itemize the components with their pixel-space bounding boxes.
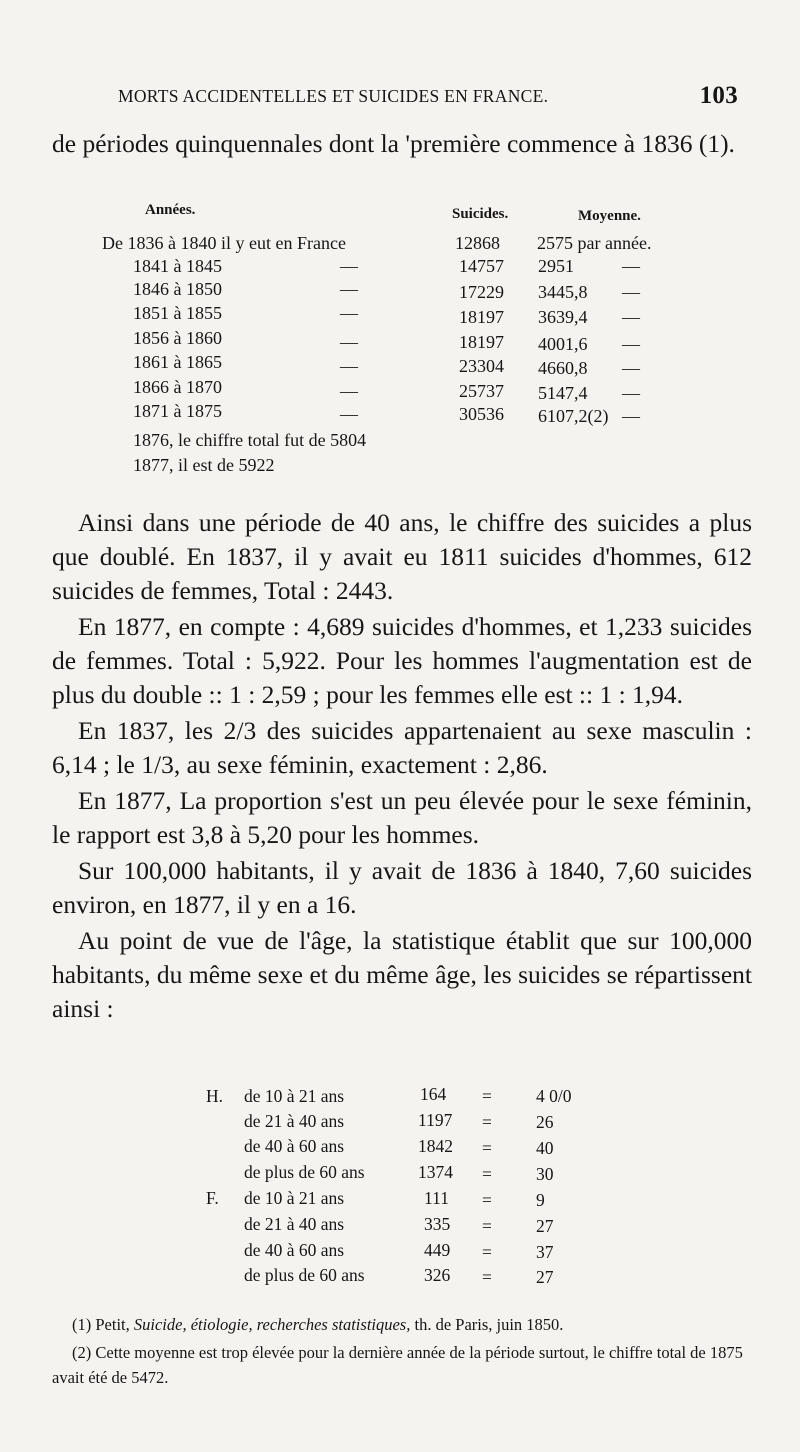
table-row-ditto: — xyxy=(340,256,358,276)
footnote-1-rest: th. de Paris, juin 1850. xyxy=(414,1315,564,1334)
table-row-period: De 1836 à 1840 il y eut en France xyxy=(102,233,346,253)
age-count: 1374 xyxy=(418,1162,453,1182)
footnotes xyxy=(52,1312,752,1390)
paragraph: Au point de vue de l'âge, la statistique établit que sur 100,000 habitants, du même sexe et du même âge, les suicides se répartissent ainsi : xyxy=(52,926,752,1023)
paragraph: En 1837, les 2/3 des suicides appartenaient au sexe masculin : 6,14 ; le 1/3, au sexe féminin, exactement : 2,86. xyxy=(52,716,752,779)
paragraph: En 1877, La proportion s'est un peu élevée pour le sexe féminin, le rapport est 3,8 à 5,20 pour les hommes. xyxy=(52,786,752,849)
footnote-1-author: Petit, xyxy=(95,1315,130,1334)
table-row-tail: — xyxy=(622,334,640,354)
age-count: 326 xyxy=(424,1265,451,1285)
paragraph: Ainsi dans une période de 40 ans, le chiffre des suicides a plus que doublé. En 1837, il y avait eu 1811 suicides d'hommes, 612 suicides de femmes, Total : 2443. xyxy=(52,508,752,605)
table-row-period: 1861 à 1865 xyxy=(133,352,222,372)
equals-sign: = xyxy=(482,1190,492,1210)
table-row-average: 6107,2(2) xyxy=(538,406,609,426)
equals-sign: = xyxy=(482,1267,492,1287)
age-range: de 40 à 60 ans xyxy=(244,1136,345,1156)
paragraph: Sur 100,000 habitants, il y avait de 1836 à 1840, 7,60 suicides environ, en 1877, il y en a 16. xyxy=(52,856,752,919)
table-row-period: 1851 à 1855 xyxy=(133,303,222,323)
age-rate: 27 xyxy=(536,1267,554,1287)
table-extra-line: 1877, il est de 5922 xyxy=(133,455,275,475)
table-row-period: 1871 à 1875 xyxy=(133,401,222,421)
table-row-tail: — xyxy=(622,406,640,426)
table-row-tail: — xyxy=(622,282,640,302)
equals-sign: = xyxy=(482,1138,492,1158)
table-row-average: 2951 xyxy=(538,256,574,276)
page-number: 103 xyxy=(699,82,738,109)
body-text xyxy=(52,506,752,1026)
table-row-tail: — xyxy=(622,383,640,403)
age-range: de plus de 60 ans xyxy=(244,1265,365,1285)
footnote-1-marker: (1) xyxy=(72,1315,92,1334)
table-row-average: 3639,4 xyxy=(538,307,588,327)
table-row-average: 2575 par année. xyxy=(537,233,652,253)
table-row-period: 1846 à 1850 xyxy=(133,279,222,299)
table-row-ditto: — xyxy=(340,332,358,352)
table-row-ditto: — xyxy=(340,356,358,376)
lead-paragraph: de périodes quinquennales dont la 'première commence à 1836 (1). xyxy=(52,129,735,158)
col-header-average: Moyenne. xyxy=(578,208,641,224)
age-range: de plus de 60 ans xyxy=(244,1162,365,1182)
age-range: de 21 à 40 ans xyxy=(244,1214,345,1234)
paragraph: En 1877, en compte : 4,689 suicides d'hommes, et 1,233 suicides de femmes. Total : 5,922. Pour les hommes l'augmentation est de plus du double :: 1 : 2,59 ; pour les femmes elle est :: 1 : 1,94. xyxy=(52,612,752,709)
table-row-tail: — xyxy=(622,307,640,327)
table-row-average: 5147,4 xyxy=(538,383,588,403)
sex-label-men: H. xyxy=(206,1086,224,1106)
footnote-1 xyxy=(52,1312,752,1337)
equals-sign: = xyxy=(482,1216,492,1236)
table-row-suicides: 30536 xyxy=(459,404,504,424)
age-rate: 40 xyxy=(536,1138,554,1158)
footnote-1-title: Suicide, étiologie, recherches statistiques, xyxy=(133,1315,411,1334)
table-row-suicides: 18197 xyxy=(459,332,504,352)
age-rate: 4 0/0 xyxy=(536,1086,572,1106)
age-range: de 10 à 21 ans xyxy=(244,1086,345,1106)
age-count: 164 xyxy=(420,1084,447,1104)
table-row-ditto: — xyxy=(340,303,358,323)
sex-label-women: F. xyxy=(206,1188,219,1208)
table-row-suicides: 23304 xyxy=(459,356,504,376)
table-row-average: 4660,8 xyxy=(538,358,588,378)
running-head-title: MORTS ACCIDENTELLES ET SUICIDES EN FRANCE. xyxy=(118,86,549,106)
table-row-average: 4001,6 xyxy=(538,334,588,354)
table-row-ditto: — xyxy=(340,381,358,401)
table-row-suicides: 18197 xyxy=(459,307,504,327)
age-range: de 40 à 60 ans xyxy=(244,1240,345,1260)
table-row-period: 1856 à 1860 xyxy=(133,328,222,348)
equals-sign: = xyxy=(482,1112,492,1132)
age-rate: 26 xyxy=(536,1112,554,1132)
table-row-suicides: 14757 xyxy=(459,256,504,276)
age-count: 1197 xyxy=(418,1110,453,1130)
table-row-suicides: 12868 xyxy=(455,233,500,253)
col-header-years: Années. xyxy=(145,202,196,218)
age-rate: 30 xyxy=(536,1164,554,1184)
table-row-ditto: — xyxy=(340,404,358,424)
running-head xyxy=(118,82,738,109)
age-rate: 27 xyxy=(536,1216,554,1236)
table-row-tail: — xyxy=(622,358,640,378)
age-count: 449 xyxy=(424,1240,451,1260)
table-row-period: 1841 à 1845 xyxy=(133,256,222,276)
equals-sign: = xyxy=(482,1086,492,1106)
table-extra-line: 1876, le chiffre total fut de 5804 xyxy=(133,430,367,450)
table-row-suicides: 25737 xyxy=(459,381,504,401)
table-row-tail: — xyxy=(622,256,640,276)
age-range: de 10 à 21 ans xyxy=(244,1188,345,1208)
col-header-suicides: Suicides. xyxy=(452,206,509,222)
age-count: 111 xyxy=(424,1188,449,1208)
table-row-suicides: 17229 xyxy=(459,282,504,302)
equals-sign: = xyxy=(482,1242,492,1262)
age-rate: 9 xyxy=(536,1190,545,1210)
age-count: 1842 xyxy=(418,1136,453,1156)
table-row-average: 3445,8 xyxy=(538,282,588,302)
table-row-ditto: — xyxy=(340,279,358,299)
age-range: de 21 à 40 ans xyxy=(244,1111,345,1131)
table-row-period: 1866 à 1870 xyxy=(133,377,222,397)
age-count: 335 xyxy=(424,1214,451,1234)
footnote-2: (2) Cette moyenne est trop élevée pour la dernière année de la période surtout, le chiffre total de 1875 avait été de 5472. xyxy=(52,1343,743,1387)
age-rate: 37 xyxy=(536,1242,554,1262)
equals-sign: = xyxy=(482,1164,492,1184)
